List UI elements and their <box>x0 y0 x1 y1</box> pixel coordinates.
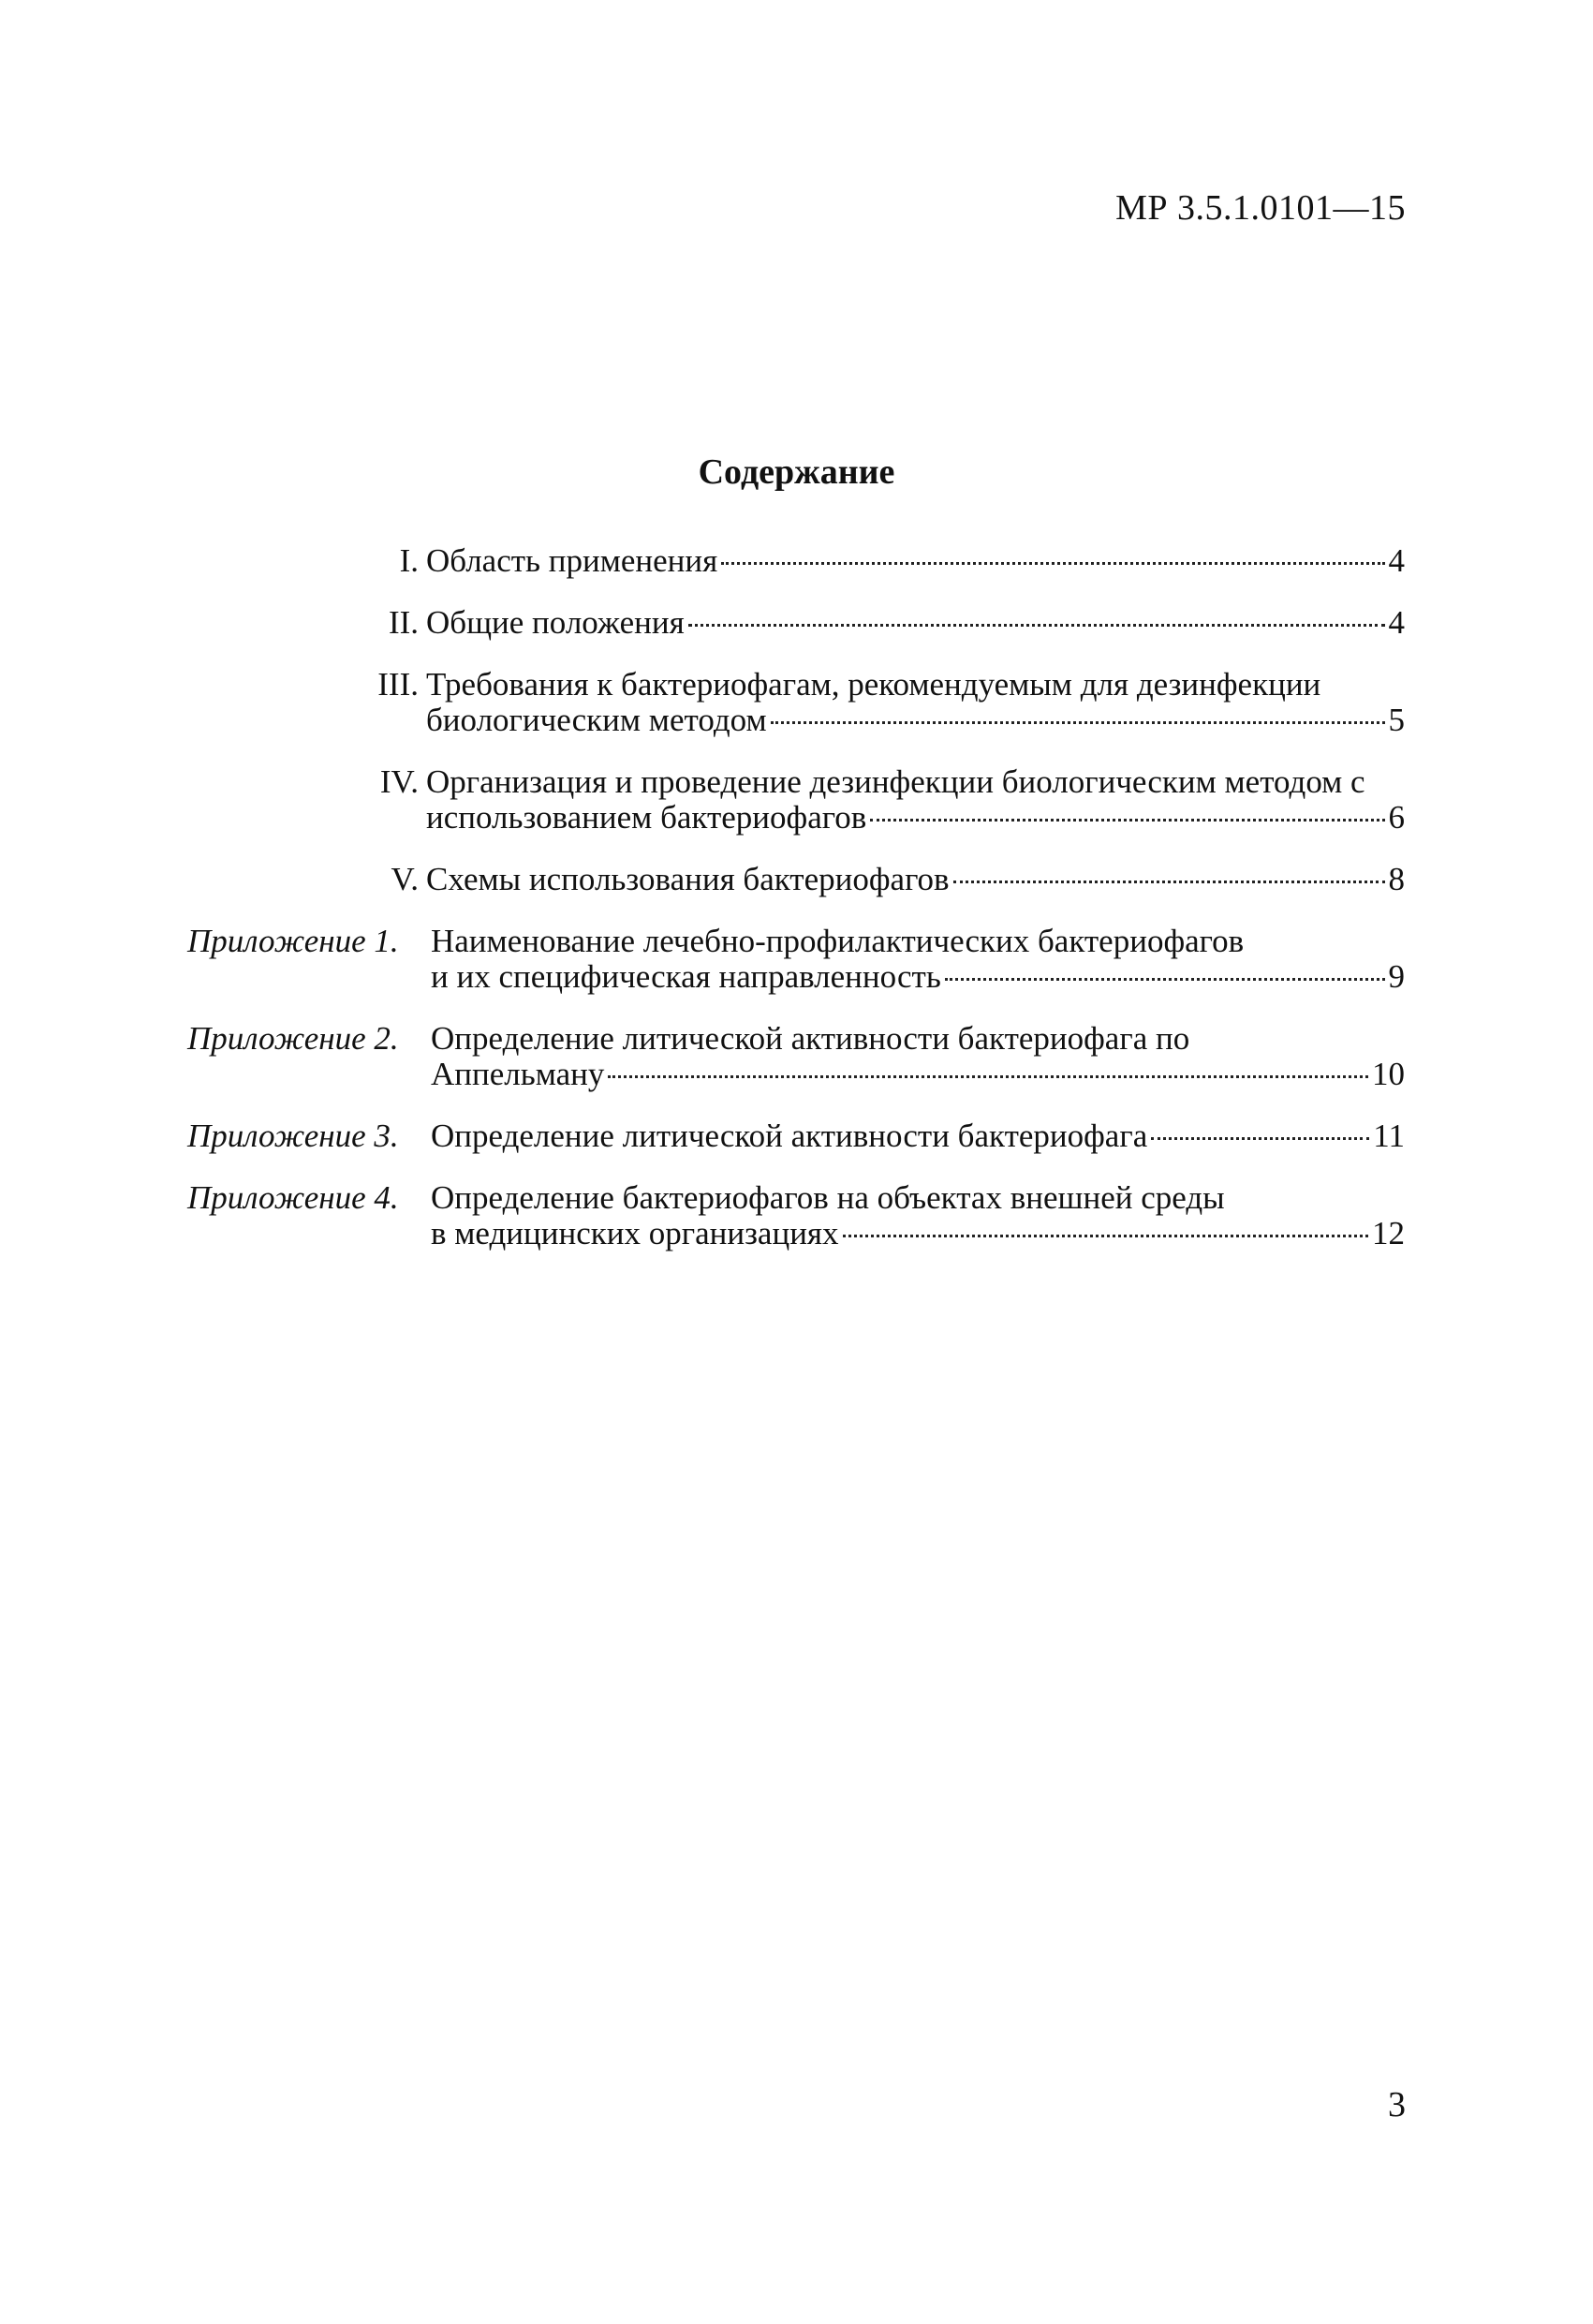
toc-entry-appendix-1 <box>187 924 1405 995</box>
toc-entry-number: II. <box>388 604 419 641</box>
toc-page-number: 8 <box>1388 861 1405 897</box>
dot-leader <box>843 1235 1368 1237</box>
toc-entry-line <box>431 1216 1405 1251</box>
toc-page-number: 10 <box>1372 1056 1405 1092</box>
toc-entry-title: биологическим методом <box>426 702 767 738</box>
toc-entry-5 <box>187 862 1405 897</box>
toc-entry-number: I. <box>399 542 419 579</box>
toc-entry-number: III. <box>377 666 419 703</box>
toc-entry-title-line: Организация и проведение дезинфекции биологическим методом с <box>426 763 1365 800</box>
toc-entry-line <box>426 703 1405 738</box>
toc-entry-text <box>421 924 1405 995</box>
toc-entry-line <box>431 1057 1405 1092</box>
toc-entry-title-line: Определение литической активности бактериофага по <box>431 1020 1190 1057</box>
toc-entry-title: использованием бактериофагов <box>426 799 867 836</box>
toc-entry-line <box>431 959 1405 995</box>
toc-page-number: 5 <box>1388 702 1405 738</box>
toc-entry-title: Определение литической активности бактериофага <box>431 1118 1148 1154</box>
toc-entry-line <box>426 862 1405 897</box>
page-number: 3 <box>1388 2085 1406 2124</box>
toc-entry-title: Область применения <box>426 542 718 579</box>
toc-entry-line <box>426 800 1405 836</box>
dot-leader <box>721 562 1384 565</box>
dot-leader <box>1151 1137 1369 1140</box>
toc-entry-title: Общие положения <box>426 604 685 641</box>
toc-page-number: 11 <box>1373 1118 1405 1154</box>
toc-entry-number: V. <box>391 861 419 897</box>
toc-entry-number: Приложение 2. <box>187 1020 399 1057</box>
dot-leader <box>953 881 1385 883</box>
toc-entry-line <box>426 605 1405 641</box>
toc-entry-number: Приложение 4. <box>187 1179 399 1216</box>
toc-entry-number: Приложение 1. <box>187 923 399 959</box>
toc-entry-text <box>426 862 1405 897</box>
toc-entry-4 <box>187 764 1405 836</box>
toc-entry-3 <box>187 667 1405 738</box>
toc-entry-text <box>426 605 1405 641</box>
toc-list <box>187 543 1405 1251</box>
toc-entry-text <box>421 1118 1405 1154</box>
toc-entry-number: Приложение 3. <box>187 1118 399 1154</box>
toc-entry-title: Аппельману <box>431 1056 605 1092</box>
toc-entry-title-line: Определение бактериофагов на объектах внешней среды <box>431 1179 1225 1216</box>
toc-entry-text <box>426 764 1405 836</box>
toc-entry-line <box>426 543 1405 579</box>
toc-page-number: 9 <box>1388 958 1405 995</box>
toc-page-number: 6 <box>1388 799 1405 836</box>
toc-entry-line <box>431 1118 1405 1154</box>
toc-entry-1 <box>187 543 1405 579</box>
toc-page-number: 12 <box>1372 1215 1405 1251</box>
toc-page-number: 4 <box>1388 542 1405 579</box>
toc-entry-appendix-3 <box>187 1118 1405 1154</box>
toc-entry-text <box>426 667 1405 738</box>
toc-entry-title: и их специфическая направленность <box>431 958 941 995</box>
toc-entry-number: IV. <box>379 763 419 800</box>
document-code: МР 3.5.1.0101—15 <box>1115 188 1406 228</box>
toc-entry-text <box>421 1180 1405 1251</box>
toc-entry-title-line: Наименование лечебно-профилактических бактериофагов <box>431 923 1245 959</box>
dot-leader <box>945 978 1385 981</box>
dot-leader <box>688 624 1385 627</box>
toc-entry-appendix-2 <box>187 1021 1405 1092</box>
toc-entry-title-line: Требования к бактериофагам, рекомендуемым для дезинфекции <box>426 666 1321 703</box>
toc-entry-title: Схемы использования бактериофагов <box>426 861 950 897</box>
toc-entry-text <box>426 543 1405 579</box>
dot-leader <box>608 1075 1368 1078</box>
dot-leader <box>771 721 1385 724</box>
toc-title: Содержание <box>698 452 895 492</box>
toc-entry-text <box>421 1021 1405 1092</box>
toc-entry-appendix-4 <box>187 1180 1405 1251</box>
toc-entry-title: в медицинских организациях <box>431 1215 839 1251</box>
toc-entry-2 <box>187 605 1405 641</box>
dot-leader <box>870 819 1384 822</box>
toc-page-number: 4 <box>1388 604 1405 641</box>
